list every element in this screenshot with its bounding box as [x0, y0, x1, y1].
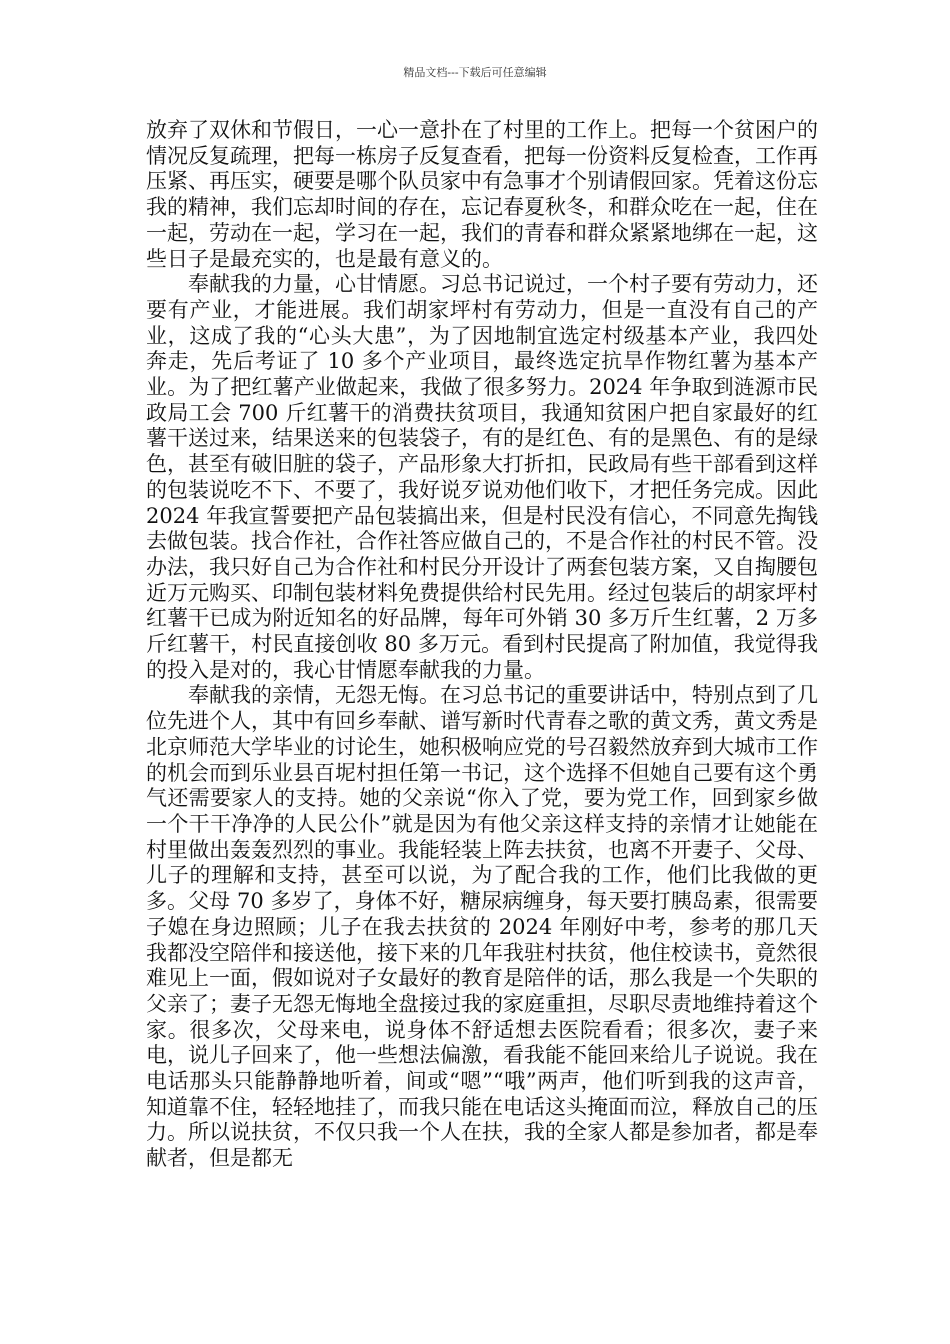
page-header: 精品文档---下载后可任意编辑: [403, 66, 547, 79]
document-body: [146, 118, 818, 1172]
paragraph-3: 奉献我的亲情，无怨无悔。在习总书记的重要讲话中，特别点到了几位先进个人，其中有回乡奉献、谱写新时代青春之歌的黄文秀，黄文秀是北京师范大学毕业的讨论生，她积极响应党的号召毅然放弃到大城市工作的机会而到乐业县百坭村担任第一书记，这个选择不但她自己要有这个勇气还需要家人的支持。她的父亲说“你入了党，要为党工作，回到家乡做一个干干净净的人民公仆”就是因为有他父亲这样支持的亲情才让她能在村里做出轰轰烈烈的事业。我能轻装上阵去扶贫，也离不开妻子、父母、儿子的理解和支持，甚至可以说，为了配合我的工作，他们比我做的更多。父母 70 多岁了，身体不好，糖尿病缠身，每天要打胰岛素，很需要子媳在身边照顾；儿子在我去扶贫的 2024 年刚好中考，参考的那几天我都没空陪伴和接送他，接下来的几年我驻村扶贫，他住校读书，竟然很难见上一面，假如说对子女最好的教育是陪伴的话，那么我是一个失职的父亲了；妻子无怨无悔地全盘接过我的家庭重担，尽职尽责地维持着这个家。很多次，父母来电，说身体不舒适想去医院看看；很多次，妻子来电，说儿子回来了，他一些想法偏激，看我能不能回来给儿子说说。我在电话那头只能静静地听着，间或“嗯”“哦”两声，他们听到我的这声音，知道靠不住，轻轻地挂了，而我只能在电话这头掩面而泣，释放自己的压力。所以说扶贫，不仅只我一个人在扶，我的全家人都是参加者，都是奉献者，但是都无: [146, 683, 818, 1171]
paragraph-1: 放弃了双休和节假日，一心一意扑在了村里的工作上。把每一个贫困户的情况反复疏理，把每一栋房子反复查看，把每一份资料反复检查，工作再压紧、再压实，硬要是哪个队员家中有急事才个别请假回家。凭着这份忘我的精神，我们忘却时间的存在，忘记春夏秋冬，和群众吃在一起，住在一起，劳动在一起，学习在一起，我们的青春和群众紧紧地绑在一起，这些日子是最充实的，也是最有意义的。: [146, 118, 818, 271]
paragraph-2: 奉献我的力量，心甘情愿。习总书记说过，一个村子要有劳动力，还要有产业，才能进展。我们胡家坪村有劳动力，但是一直没有自己的产业，这成了我的“心头大患”，为了因地制宜选定村级基本产业，我四处奔走，先后考证了 10 多个产业项目，最终选定抗旱作物红薯为基本产业。为了把红薯产业做起来，我做了很多努力。2024 年争取到涟源市民政局工会 700 斤红薯干的消费扶贫项目，我通知贫困户把自家最好的红薯干送过来，结果送来的包装袋子，有的是红色、有的是黑色、有的是绿色，甚至有破旧脏的袋子，产品形象大打折扣，民政局有些干部看到这样的包装说吃不下、不要了，我好说歹说劝他们收下，才把任务完成。因此 2024 年我宣誓要把产品包装搞出来，但是村民没有信心，不同意先掏钱去做包装。找合作社，合作社答应做自己的，不是合作社的村民不管。没办法，我只好自己为合作社和村民分开设计了两套包装方案，又自掏腰包近万元购买、印制包装材料免费提供给村民先用。经过包装后的胡家坪村红薯干已成为附近知名的好品牌，每年可外销 30 多万斤生红薯，2 万多斤红薯干，村民直接创收 80 多万元。看到村民提高了附加值，我觉得我的投入是对的，我心甘情愿奉献我的力量。: [146, 272, 818, 682]
